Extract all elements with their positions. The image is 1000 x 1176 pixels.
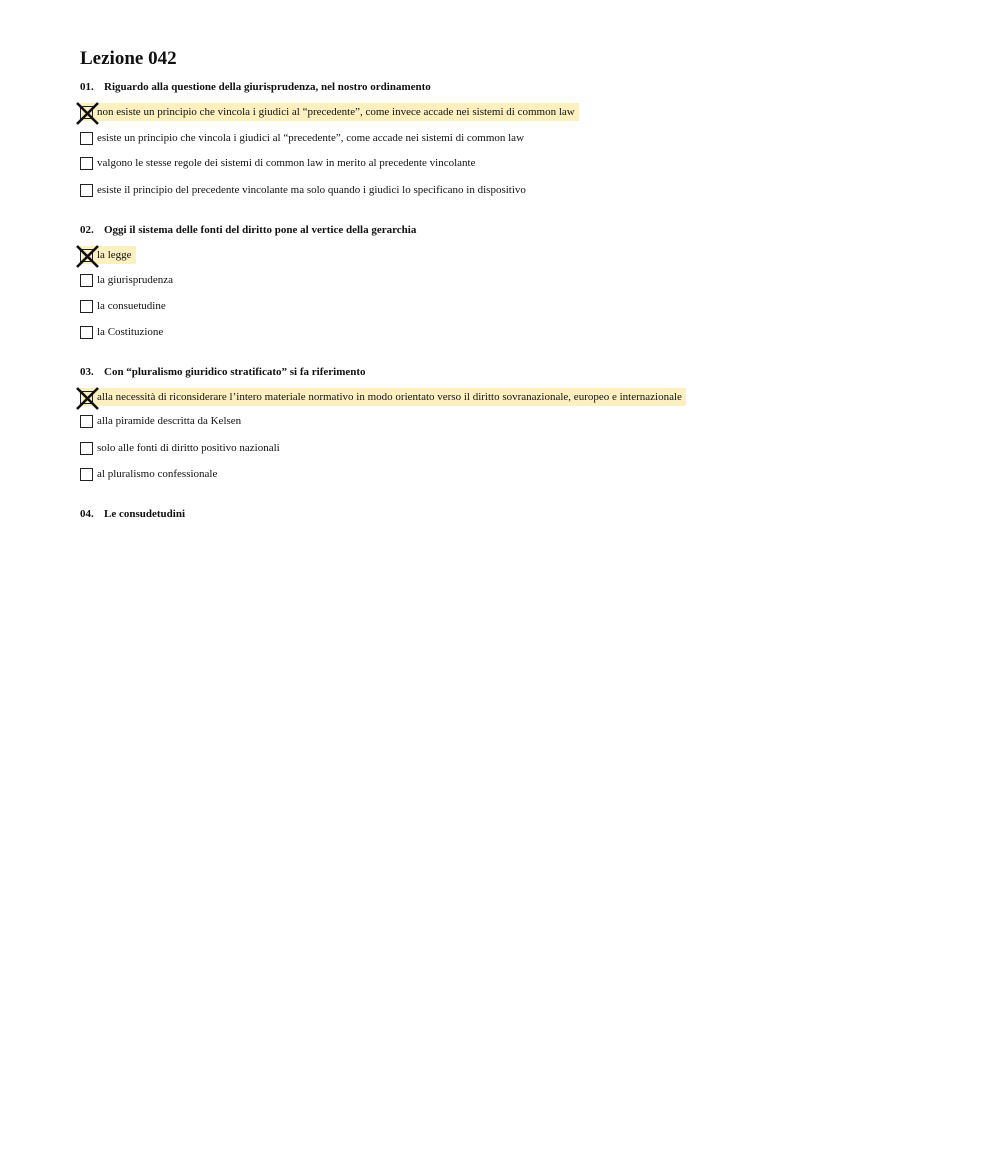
checkbox-icon[interactable] (80, 326, 93, 339)
checkbox-icon[interactable] (80, 132, 93, 145)
answer-option[interactable] (80, 154, 479, 172)
question-03 (80, 365, 366, 379)
checked-checkbox-icon[interactable] (80, 249, 93, 262)
checkbox-icon[interactable] (80, 300, 93, 313)
checkbox-icon[interactable] (80, 468, 93, 481)
answer-text: esiste il principio del precedente vincolante ma solo quando i giudici lo specificano in dispositivo (97, 183, 526, 196)
answer-text: solo alle fonti di diritto positivo nazionali (97, 441, 280, 454)
lesson-title: Lezione 042 (80, 48, 177, 69)
answer-text: esiste un principio che vincola i giudici al “precedente”, come accade nei sistemi di common law (97, 131, 525, 144)
answer-option[interactable] (80, 465, 221, 483)
answer-option[interactable] (80, 439, 284, 457)
answer-option[interactable] (80, 271, 177, 289)
answer-option[interactable] (80, 181, 530, 199)
checkbox-icon[interactable] (80, 442, 93, 455)
answer-text: la giurisprudenza (97, 273, 174, 286)
answer-text: la Costituzione (97, 325, 164, 338)
checked-checkbox-icon[interactable] (80, 106, 93, 119)
checkbox-icon[interactable] (80, 184, 93, 197)
answer-text: al pluralismo confessionale (97, 467, 218, 480)
checkbox-icon[interactable] (80, 274, 93, 287)
answer-option[interactable] (80, 129, 528, 147)
checkbox-icon[interactable] (80, 157, 93, 170)
answer-option[interactable] (80, 246, 136, 264)
answer-option[interactable] (80, 388, 686, 406)
question-04 (80, 507, 185, 521)
answer-option[interactable] (80, 323, 167, 341)
answer-text: valgono le stesse regole dei sistemi di common law in merito al precedente vincolante (97, 156, 476, 169)
answer-option[interactable] (80, 103, 579, 121)
question-text: Con “pluralismo giuridico stratificato” si fa riferimento (104, 366, 366, 378)
checked-checkbox-icon[interactable] (80, 391, 93, 404)
answer-text: non esiste un principio che vincola i giudici al “precedente”, come invece accade nei sistemi di common law (97, 104, 579, 121)
question-number: 02. (80, 224, 94, 236)
question-number: 03. (80, 366, 94, 378)
question-02 (80, 223, 416, 237)
answer-text: la consuetudine (97, 299, 166, 312)
answer-option[interactable] (80, 412, 245, 430)
question-text: Le consudetudini (104, 508, 185, 520)
answer-text: alla piramide descritta da Kelsen (97, 414, 242, 427)
question-number: 04. (80, 508, 94, 520)
question-text: Oggi il sistema delle fonti del diritto pone al vertice della gerarchia (104, 224, 417, 236)
checkbox-icon[interactable] (80, 415, 93, 428)
answer-text: alla necessità di riconsiderare l’intero materiale normativo in modo orientato verso il diritto sovranazionale, europeo e internazionale (97, 389, 686, 406)
question-01 (80, 80, 431, 94)
answer-text: la legge (97, 247, 136, 264)
question-text: Riguardo alla questione della giurisprudenza, nel nostro ordinamento (104, 81, 431, 93)
question-number: 01. (80, 81, 94, 93)
answer-option[interactable] (80, 297, 170, 315)
